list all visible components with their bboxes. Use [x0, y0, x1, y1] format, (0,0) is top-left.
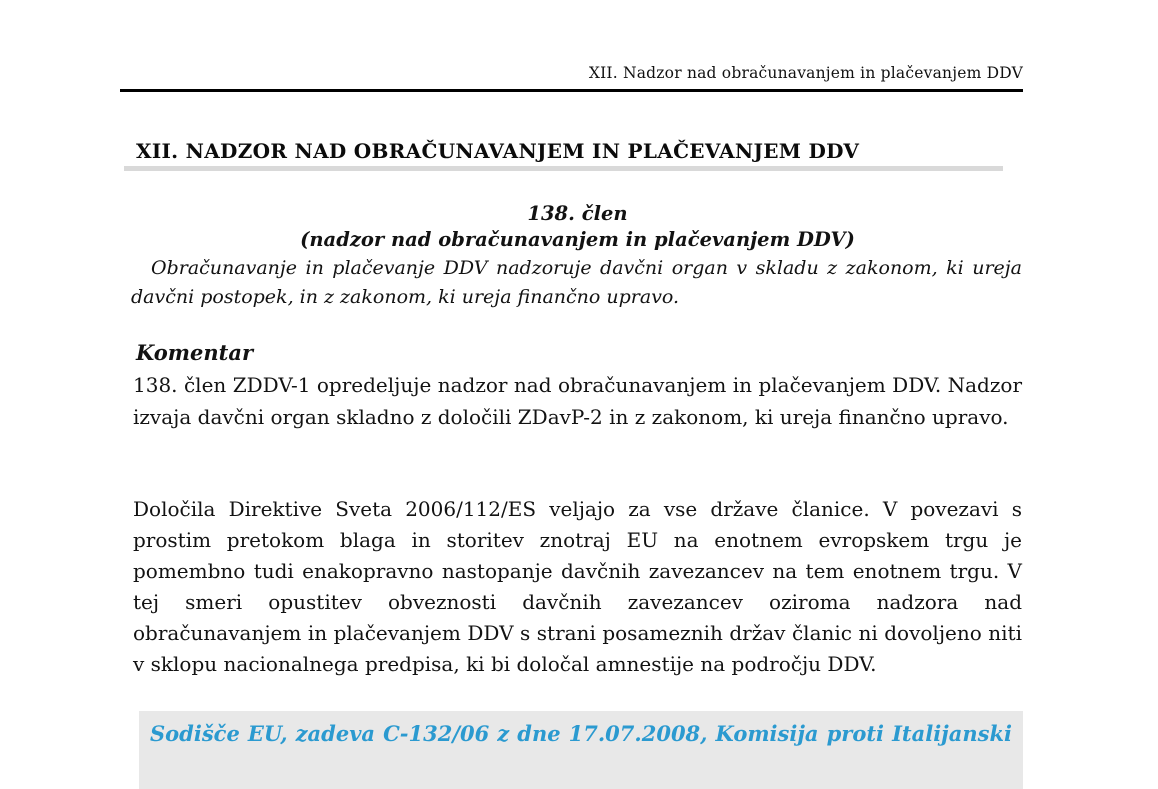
- case-note-highlight: [139, 711, 1023, 789]
- running-header: XII. Nadzor nad obračunavanjem in plačevanjem DDV: [588, 64, 1023, 82]
- commentary-paragraph-1: 138. člen ZDDV-1 opredeljuje nadzor nad obračunavanjem in plačevanjem DDV. Nadzor izvaja davčni organ skladno z določili ZDavP-2 in z zakonom, ki ureja finančno upravo.: [133, 373, 1022, 429]
- header-rule: [120, 89, 1023, 92]
- section-heading: XII. NADZOR NAD OBRAČUNAVANJEM IN PLAČEVANJEM DDV: [136, 139, 860, 163]
- commentary-paragraph-2: Določila Direktive Sveta 2006/112/ES veljajo za vse države članice. V povezavi s prostim pretokom blaga in storitev znotraj EU na enotnem evropskem trgu je pomembno tudi enakopravno nastopanje davčnih zavezancev na tem enotnem trgu. V tej smeri opustitev obveznosti davčnih zavezancev oziroma nadzora nad obračunavanjem in plačevanjem DDV s strani posameznih držav članic ni dovoljeno niti v sklopu nacionalnega predpisa, ki bi določal amnestije na področju DDV.: [133, 497, 1022, 676]
- case-note-text: Sodišče EU, zadeva C-132/06 z dne 17.07.2008, Komisija proti Italijanski: [150, 721, 1012, 746]
- article-title: (nadzor nad obračunavanjem in plačevanjem DDV): [300, 228, 855, 251]
- commentary-heading: Komentar: [136, 340, 254, 365]
- heading-rule: [124, 166, 1003, 171]
- article-number: 138. člen: [527, 202, 628, 225]
- article-text: Obračunavanje in plačevanje DDV nadzoruje davčni organ v skladu z zakonom, ki ureja davčni postopek, in z zakonom, ki ureja finančno upravo.: [131, 257, 1022, 308]
